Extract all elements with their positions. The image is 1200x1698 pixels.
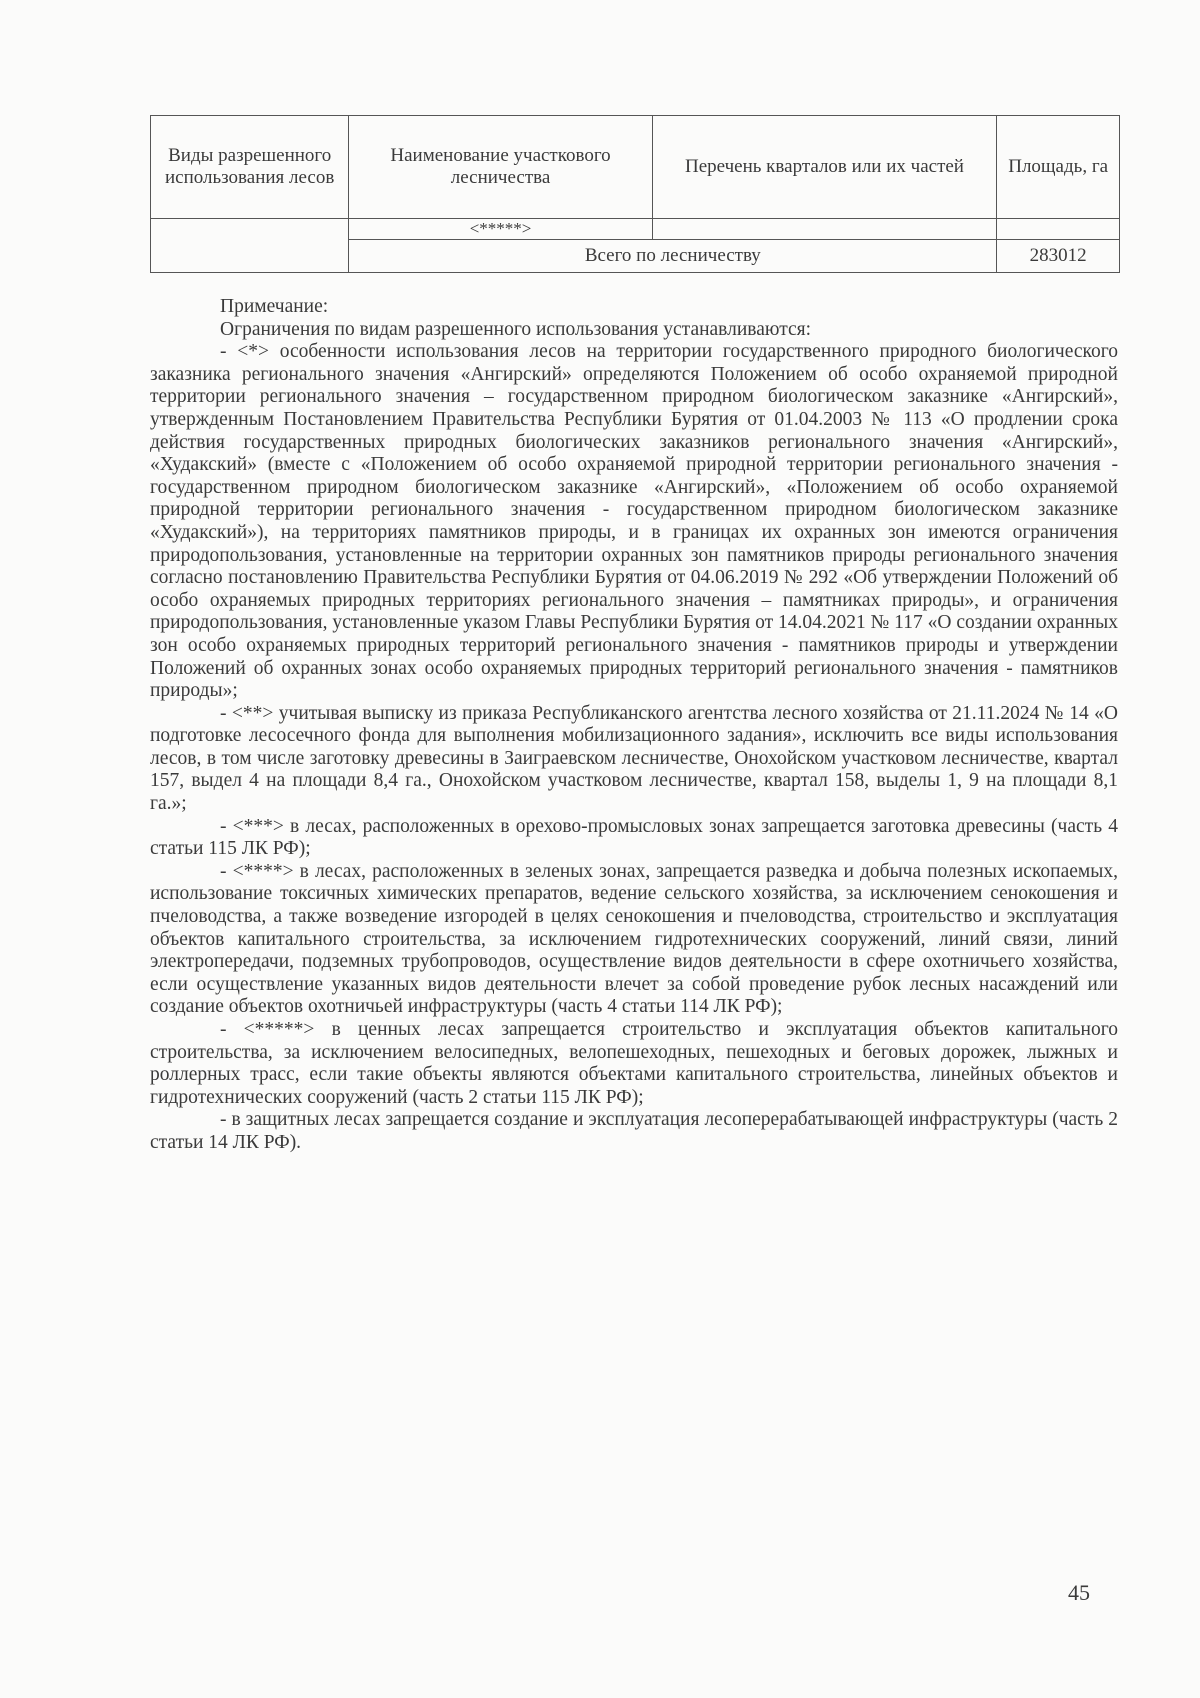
table-header-row [151,116,1120,219]
notes-section [150,296,1118,1155]
table-cell-marker: <*****> [349,219,652,240]
total-value: 283012 [997,240,1120,273]
note-item: - <***> в лесах, расположенных в орехово-промысловых зонах запрещается заготовка древесины (часть 4 статьи 115 ЛК РФ); [150,815,1118,860]
table-cell-empty [997,219,1120,240]
table-cell-empty [151,219,349,273]
header-use-types: Виды разрешенного использования лесов [151,116,349,219]
total-label: Всего по лесничеству [349,240,997,273]
note-item: - <*> особенности использования лесов на территории государственного природного биологического заказника регионального значения «Ангирский» определяются Положением об особо охраняемой природной территории регионального значения – государственном природном биологическом заказнике «Ангирский», утвержденным Постановлением Правительства Республики Бурятия от 01.04.2003 № 113 «О продлении срока действия государственных природных биологических заказников регионального значения «Ангирский», «Худакский» (вместе с «Положением об особо охраняемой природной территории регионального значения - государственном природном биологическом заказнике «Ангирский», «Положением об особо охраняемой природной территории регионального значения - государственном природном биологическом заказнике «Худакский»), на территориях памятников природы, и в границах их охранных зон имеются ограничения природопользования, установленные на территории охранных зон памятников природы регионального значения согласно постановлению Правительства Республики Бурятия от 04.06.2019 № 292 «Об утверждении Положений об особо охраняемых природных территориях регионального значения – памятниках природы», и ограничения природопользования, установленные указом Главы Республики Бурятия от 14.04.2021 № 117 «О создании охранных зон особо охраняемых природных территорий регионального значения - памятников природы и утверждении Положений об охранных зонах особо охраняемых природных территорий регионального значения - памятников природы»; [150,341,1118,702]
notes-intro: Ограничения по видам разрешенного использования устанавливаются: [220,318,812,340]
note-item: - <****> в лесах, расположенных в зеленых зонах, запрещается разведка и добыча полезных ископаемых, использование токсичных химических препаратов, ведение сельского хозяйства, за исключением сенокошения и пчеловодства, а также возведение изгородей в целях сенокошения и пчеловодства, строительство и эксплуатация объектов капитального строительства, за исключением гидротехнических сооружений, линий связи, линий электропередачи, подземных трубопроводов, осуществление видов деятельности в сфере охотничьего хозяйства, если осуществление указанных видов деятельности влечет за собой проведение рубок лесных насаждений или создание объектов охотничьей инфраструктуры (часть 4 статьи 114 ЛК РФ); [150,860,1118,1018]
page-number: 45 [1068,1580,1090,1605]
header-quarters-list: Перечень кварталов или их частей [652,116,997,219]
forest-use-table [150,115,1120,273]
note-item: - <*****> в ценных лесах запрещается строительство и эксплуатация объектов капитального строительства, за исключением велосипедных, велопешеходных, пешеходных и беговых дорожек, лыжных и роллерных трасс, если такие объекты являются объектами капитального строительства, линейных объектов и гидротехнических сооружений (часть 2 статьи 115 ЛК РФ); [150,1019,1118,1108]
note-item: - <**> учитывая выписку из приказа Республиканского агентства лесного хозяйства от 21.11.2024 № 14 «О подготовке лесосечного фонда для выполнения мобилизационного задания», исключить все виды использования лесов, в том числе заготовку древесины в Заиграевском лесничестве, Онохойском участковом лесничестве, квартал 157, выдел 4 на площади 8,4 га., Онохойском участковом лесничестве, квартал 158, выделы 1, 9 на площади 8,1 га.»; [150,702,1118,815]
table-cell-empty [652,219,997,240]
table-row [151,219,1120,240]
header-area: Площадь, га [997,116,1120,219]
note-item: - в защитных лесах запрещается создание и эксплуатация лесоперерабатывающей инфраструктуры (часть 2 статьи 14 ЛК РФ). [150,1109,1118,1153]
notes-title: Примечание: [220,296,329,317]
header-forestry-name: Наименование участкового лесничества [349,116,652,219]
